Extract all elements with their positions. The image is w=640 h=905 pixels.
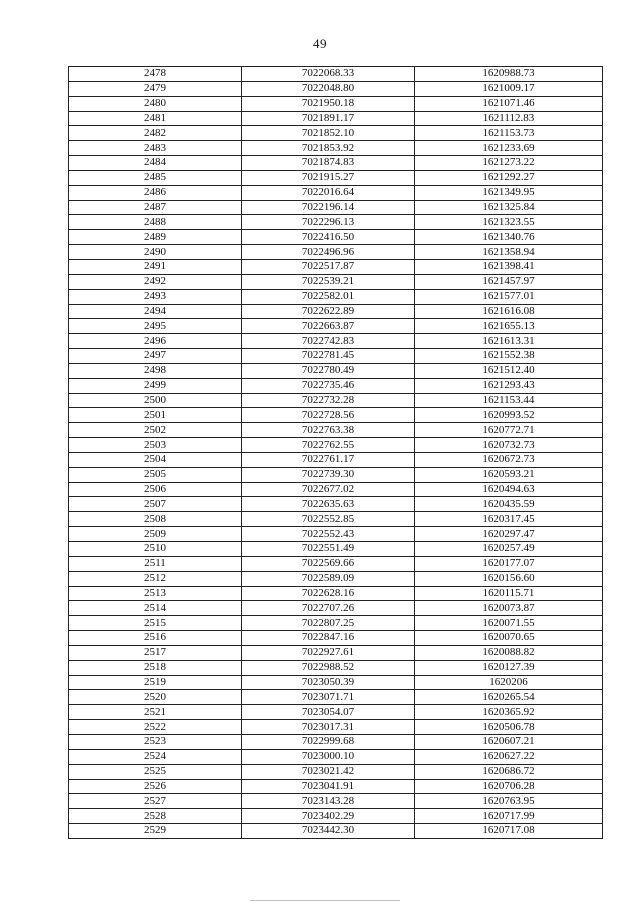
point-number-cell: 2500 [69, 393, 242, 408]
point-number-cell: 2494 [69, 304, 242, 319]
point-number-cell: 2488 [69, 215, 242, 230]
y-coordinate-cell: 1620365.92 [415, 705, 603, 720]
y-coordinate-cell: 1620993.52 [415, 408, 603, 423]
coordinates-table-body [69, 67, 603, 839]
point-number-cell: 2519 [69, 675, 242, 690]
x-coordinate-cell: 7022296.13 [242, 215, 415, 230]
x-coordinate-cell: 7021915.27 [242, 170, 415, 185]
y-coordinate-cell: 1620732.73 [415, 438, 603, 453]
x-coordinate-cell: 7023054.07 [242, 705, 415, 720]
point-number-cell: 2492 [69, 274, 242, 289]
x-coordinate-cell: 7021853.92 [242, 141, 415, 156]
page-number: 49 [313, 36, 327, 51]
point-number-cell: 2499 [69, 378, 242, 393]
table-row [69, 482, 603, 497]
y-coordinate-cell: 1621071.46 [415, 96, 603, 111]
point-number-cell: 2529 [69, 824, 242, 839]
table-row [69, 126, 603, 141]
table-row [69, 289, 603, 304]
x-coordinate-cell: 7022988.52 [242, 660, 415, 675]
point-number-cell: 2517 [69, 645, 242, 660]
y-coordinate-cell: 1621112.83 [415, 111, 603, 126]
y-coordinate-cell: 1620257.49 [415, 542, 603, 557]
y-coordinate-cell: 1620115.71 [415, 586, 603, 601]
table-row [69, 185, 603, 200]
x-coordinate-cell: 7022735.46 [242, 378, 415, 393]
point-number-cell: 2483 [69, 141, 242, 156]
y-coordinate-cell: 1621340.76 [415, 230, 603, 245]
table-row [69, 690, 603, 705]
point-number-cell: 2510 [69, 542, 242, 557]
x-coordinate-cell: 7022589.09 [242, 571, 415, 586]
y-coordinate-cell: 1620494.63 [415, 482, 603, 497]
point-number-cell: 2493 [69, 289, 242, 304]
point-number-cell: 2486 [69, 185, 242, 200]
table-row [69, 705, 603, 720]
x-coordinate-cell: 7022999.68 [242, 734, 415, 749]
y-coordinate-cell: 1621233.69 [415, 141, 603, 156]
x-coordinate-cell: 7023050.39 [242, 675, 415, 690]
table-row [69, 81, 603, 96]
x-coordinate-cell: 7022763.38 [242, 423, 415, 438]
x-coordinate-cell: 7022048.80 [242, 81, 415, 96]
y-coordinate-cell: 1621009.17 [415, 81, 603, 96]
table-row [69, 363, 603, 378]
x-coordinate-cell: 7022677.02 [242, 482, 415, 497]
table-row [69, 645, 603, 660]
y-coordinate-cell: 1620070.65 [415, 631, 603, 646]
point-number-cell: 2489 [69, 230, 242, 245]
y-coordinate-cell: 1621358.94 [415, 245, 603, 260]
y-coordinate-cell: 1621398.41 [415, 259, 603, 274]
point-number-cell: 2505 [69, 467, 242, 482]
table-row [69, 408, 603, 423]
y-coordinate-cell: 1620717.08 [415, 824, 603, 839]
point-number-cell: 2520 [69, 690, 242, 705]
x-coordinate-cell: 7022807.25 [242, 616, 415, 631]
point-number-cell: 2496 [69, 334, 242, 349]
table-row [69, 378, 603, 393]
point-number-cell: 2518 [69, 660, 242, 675]
point-number-cell: 2491 [69, 259, 242, 274]
table-row [69, 200, 603, 215]
y-coordinate-cell: 1620177.07 [415, 556, 603, 571]
table-row [69, 675, 603, 690]
point-number-cell: 2508 [69, 512, 242, 527]
scan-edge-line [250, 900, 400, 901]
point-number-cell: 2515 [69, 616, 242, 631]
table-row [69, 616, 603, 631]
y-coordinate-cell: 1620672.73 [415, 452, 603, 467]
y-coordinate-cell: 1620071.55 [415, 616, 603, 631]
y-coordinate-cell: 1620127.39 [415, 660, 603, 675]
x-coordinate-cell: 7022739.30 [242, 467, 415, 482]
point-number-cell: 2487 [69, 200, 242, 215]
table-row [69, 660, 603, 675]
y-coordinate-cell: 1620706.28 [415, 779, 603, 794]
table-row [69, 215, 603, 230]
table-row [69, 67, 603, 82]
table-row [69, 156, 603, 171]
x-coordinate-cell: 7022552.85 [242, 512, 415, 527]
table-row [69, 512, 603, 527]
table-row [69, 170, 603, 185]
x-coordinate-cell: 7022732.28 [242, 393, 415, 408]
x-coordinate-cell: 7023000.10 [242, 749, 415, 764]
y-coordinate-cell: 1621552.38 [415, 349, 603, 364]
x-coordinate-cell: 7022539.21 [242, 274, 415, 289]
point-number-cell: 2479 [69, 81, 242, 96]
y-coordinate-cell: 1620206 [415, 675, 603, 690]
table-row [69, 111, 603, 126]
x-coordinate-cell: 7023442.30 [242, 824, 415, 839]
table-row [69, 467, 603, 482]
x-coordinate-cell: 7021891.17 [242, 111, 415, 126]
table-row [69, 542, 603, 557]
y-coordinate-cell: 1620297.47 [415, 527, 603, 542]
x-coordinate-cell: 7022582.01 [242, 289, 415, 304]
table-row [69, 96, 603, 111]
table-row [69, 527, 603, 542]
point-number-cell: 2498 [69, 363, 242, 378]
x-coordinate-cell: 7022635.63 [242, 497, 415, 512]
x-coordinate-cell: 7022927.61 [242, 645, 415, 660]
x-coordinate-cell: 7022762.55 [242, 438, 415, 453]
y-coordinate-cell: 1621273.22 [415, 156, 603, 171]
point-number-cell: 2521 [69, 705, 242, 720]
coordinates-table-container [68, 66, 602, 839]
x-coordinate-cell: 7023021.42 [242, 764, 415, 779]
x-coordinate-cell: 7023071.71 [242, 690, 415, 705]
y-coordinate-cell: 1620265.54 [415, 690, 603, 705]
point-number-cell: 2507 [69, 497, 242, 512]
point-number-cell: 2527 [69, 794, 242, 809]
x-coordinate-cell: 7022517.87 [242, 259, 415, 274]
x-coordinate-cell: 7022196.14 [242, 200, 415, 215]
table-row [69, 304, 603, 319]
y-coordinate-cell: 1621613.31 [415, 334, 603, 349]
point-number-cell: 2528 [69, 809, 242, 824]
table-row [69, 319, 603, 334]
x-coordinate-cell: 7022742.83 [242, 334, 415, 349]
table-row [69, 779, 603, 794]
point-number-cell: 2480 [69, 96, 242, 111]
point-number-cell: 2490 [69, 245, 242, 260]
y-coordinate-cell: 1620593.21 [415, 467, 603, 482]
point-number-cell: 2503 [69, 438, 242, 453]
x-coordinate-cell: 7022780.49 [242, 363, 415, 378]
point-number-cell: 2482 [69, 126, 242, 141]
y-coordinate-cell: 1621323.55 [415, 215, 603, 230]
point-number-cell: 2522 [69, 720, 242, 735]
y-coordinate-cell: 1620627.22 [415, 749, 603, 764]
y-coordinate-cell: 1621293.43 [415, 378, 603, 393]
point-number-cell: 2502 [69, 423, 242, 438]
point-number-cell: 2481 [69, 111, 242, 126]
point-number-cell: 2478 [69, 67, 242, 82]
x-coordinate-cell: 7022569.66 [242, 556, 415, 571]
x-coordinate-cell: 7022552.43 [242, 527, 415, 542]
table-row [69, 349, 603, 364]
coordinates-table [68, 66, 603, 839]
x-coordinate-cell: 7022496.96 [242, 245, 415, 260]
x-coordinate-cell: 7022622.89 [242, 304, 415, 319]
x-coordinate-cell: 7022416.50 [242, 230, 415, 245]
x-coordinate-cell: 7022847.16 [242, 631, 415, 646]
table-row [69, 586, 603, 601]
table-row [69, 230, 603, 245]
table-row [69, 631, 603, 646]
table-row [69, 571, 603, 586]
y-coordinate-cell: 1620686.72 [415, 764, 603, 779]
point-number-cell: 2485 [69, 170, 242, 185]
point-number-cell: 2512 [69, 571, 242, 586]
x-coordinate-cell: 7022551.49 [242, 542, 415, 557]
x-coordinate-cell: 7023017.31 [242, 720, 415, 735]
y-coordinate-cell: 1621153.73 [415, 126, 603, 141]
x-coordinate-cell: 7021874.83 [242, 156, 415, 171]
point-number-cell: 2524 [69, 749, 242, 764]
x-coordinate-cell: 7022728.56 [242, 408, 415, 423]
table-row [69, 274, 603, 289]
y-coordinate-cell: 1621655.13 [415, 319, 603, 334]
y-coordinate-cell: 1620435.59 [415, 497, 603, 512]
x-coordinate-cell: 7022016.64 [242, 185, 415, 200]
y-coordinate-cell: 1620088.82 [415, 645, 603, 660]
y-coordinate-cell: 1621153.44 [415, 393, 603, 408]
point-number-cell: 2514 [69, 601, 242, 616]
point-number-cell: 2497 [69, 349, 242, 364]
y-coordinate-cell: 1621292.27 [415, 170, 603, 185]
x-coordinate-cell: 7022707.26 [242, 601, 415, 616]
point-number-cell: 2523 [69, 734, 242, 749]
table-row [69, 334, 603, 349]
x-coordinate-cell: 7023041.91 [242, 779, 415, 794]
table-row [69, 556, 603, 571]
point-number-cell: 2526 [69, 779, 242, 794]
table-row [69, 423, 603, 438]
table-row [69, 259, 603, 274]
x-coordinate-cell: 7022781.45 [242, 349, 415, 364]
table-row [69, 452, 603, 467]
table-row [69, 749, 603, 764]
table-row [69, 601, 603, 616]
table-row [69, 734, 603, 749]
x-coordinate-cell: 7021852.10 [242, 126, 415, 141]
y-coordinate-cell: 1620988.73 [415, 67, 603, 82]
table-row [69, 764, 603, 779]
table-row [69, 794, 603, 809]
point-number-cell: 2511 [69, 556, 242, 571]
table-row [69, 720, 603, 735]
y-coordinate-cell: 1620607.21 [415, 734, 603, 749]
y-coordinate-cell: 1620156.60 [415, 571, 603, 586]
y-coordinate-cell: 1620763.95 [415, 794, 603, 809]
y-coordinate-cell: 1621349.95 [415, 185, 603, 200]
x-coordinate-cell: 7023143.28 [242, 794, 415, 809]
table-row [69, 824, 603, 839]
y-coordinate-cell: 1620717.99 [415, 809, 603, 824]
table-row [69, 393, 603, 408]
y-coordinate-cell: 1621616.08 [415, 304, 603, 319]
point-number-cell: 2513 [69, 586, 242, 601]
point-number-cell: 2501 [69, 408, 242, 423]
x-coordinate-cell: 7023402.29 [242, 809, 415, 824]
table-row [69, 809, 603, 824]
y-coordinate-cell: 1621577.01 [415, 289, 603, 304]
point-number-cell: 2525 [69, 764, 242, 779]
x-coordinate-cell: 7022068.33 [242, 67, 415, 82]
x-coordinate-cell: 7022761.17 [242, 452, 415, 467]
y-coordinate-cell: 1621457.97 [415, 274, 603, 289]
table-row [69, 245, 603, 260]
table-row [69, 141, 603, 156]
x-coordinate-cell: 7021950.18 [242, 96, 415, 111]
point-number-cell: 2509 [69, 527, 242, 542]
y-coordinate-cell: 1621325.84 [415, 200, 603, 215]
point-number-cell: 2484 [69, 156, 242, 171]
point-number-cell: 2516 [69, 631, 242, 646]
point-number-cell: 2504 [69, 452, 242, 467]
table-row [69, 497, 603, 512]
y-coordinate-cell: 1620772.71 [415, 423, 603, 438]
y-coordinate-cell: 1620073.87 [415, 601, 603, 616]
y-coordinate-cell: 1620506.78 [415, 720, 603, 735]
y-coordinate-cell: 1621512.40 [415, 363, 603, 378]
y-coordinate-cell: 1620317.45 [415, 512, 603, 527]
point-number-cell: 2495 [69, 319, 242, 334]
x-coordinate-cell: 7022628.16 [242, 586, 415, 601]
point-number-cell: 2506 [69, 482, 242, 497]
table-row [69, 438, 603, 453]
x-coordinate-cell: 7022663.87 [242, 319, 415, 334]
